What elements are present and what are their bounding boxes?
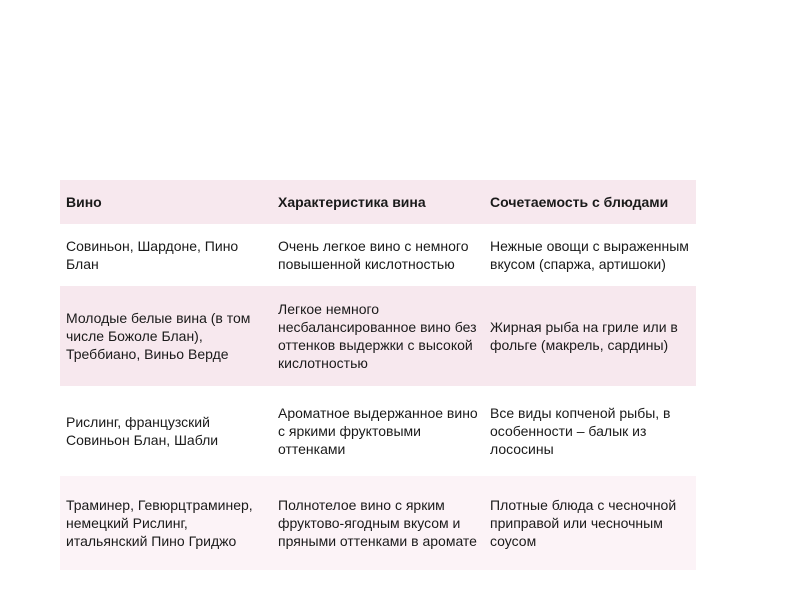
cell-pairing: Все виды копченой рыбы, в особенности – балык из лососины xyxy=(490,405,671,457)
cell-characteristic: Ароматное выдержанное вино с яркими фруктовыми оттенками xyxy=(278,405,478,457)
wine-pairing-table xyxy=(60,180,696,570)
table-row xyxy=(60,476,696,570)
cell-wine: Рислинг, французский Совиньон Блан, Шабли xyxy=(66,414,219,448)
cell-wine: Совиньон, Шардоне, Пино Блан xyxy=(66,238,239,272)
cell-pairing: Жирная рыба на гриле или в фольге (макрель, сардины) xyxy=(490,319,678,353)
header-wine: Вино xyxy=(66,194,102,210)
cell-wine: Молодые белые вина (в том числе Божоле Блан), Треббиано, Виньо Верде xyxy=(66,310,251,362)
header-pairing: Сочетаемость с блюдами xyxy=(490,194,669,210)
cell-wine: Траминер, Гевюрцтраминер, немецкий Рислинг, итальянский Пино Гриджо xyxy=(66,497,253,549)
table-row xyxy=(60,224,696,286)
table-row xyxy=(60,386,696,476)
cell-characteristic: Легкое немного несбалансированное вино без оттенков выдержки с высокой кислотностью xyxy=(278,301,477,371)
cell-pairing: Плотные блюда с чесночной приправой или чесночным соусом xyxy=(490,497,677,549)
table-header-row xyxy=(60,180,696,224)
cell-characteristic: Полнотелое вино с ярким фруктово-ягодным вкусом и пряными оттенками в аромате xyxy=(278,497,477,549)
table-row xyxy=(60,286,696,386)
cell-characteristic: Очень легкое вино с немного повышенной кислотностью xyxy=(278,238,469,272)
header-characteristic: Характеристика вина xyxy=(278,194,426,210)
cell-pairing: Нежные овощи с выраженным вкусом (спаржа, артишоки) xyxy=(490,238,689,272)
